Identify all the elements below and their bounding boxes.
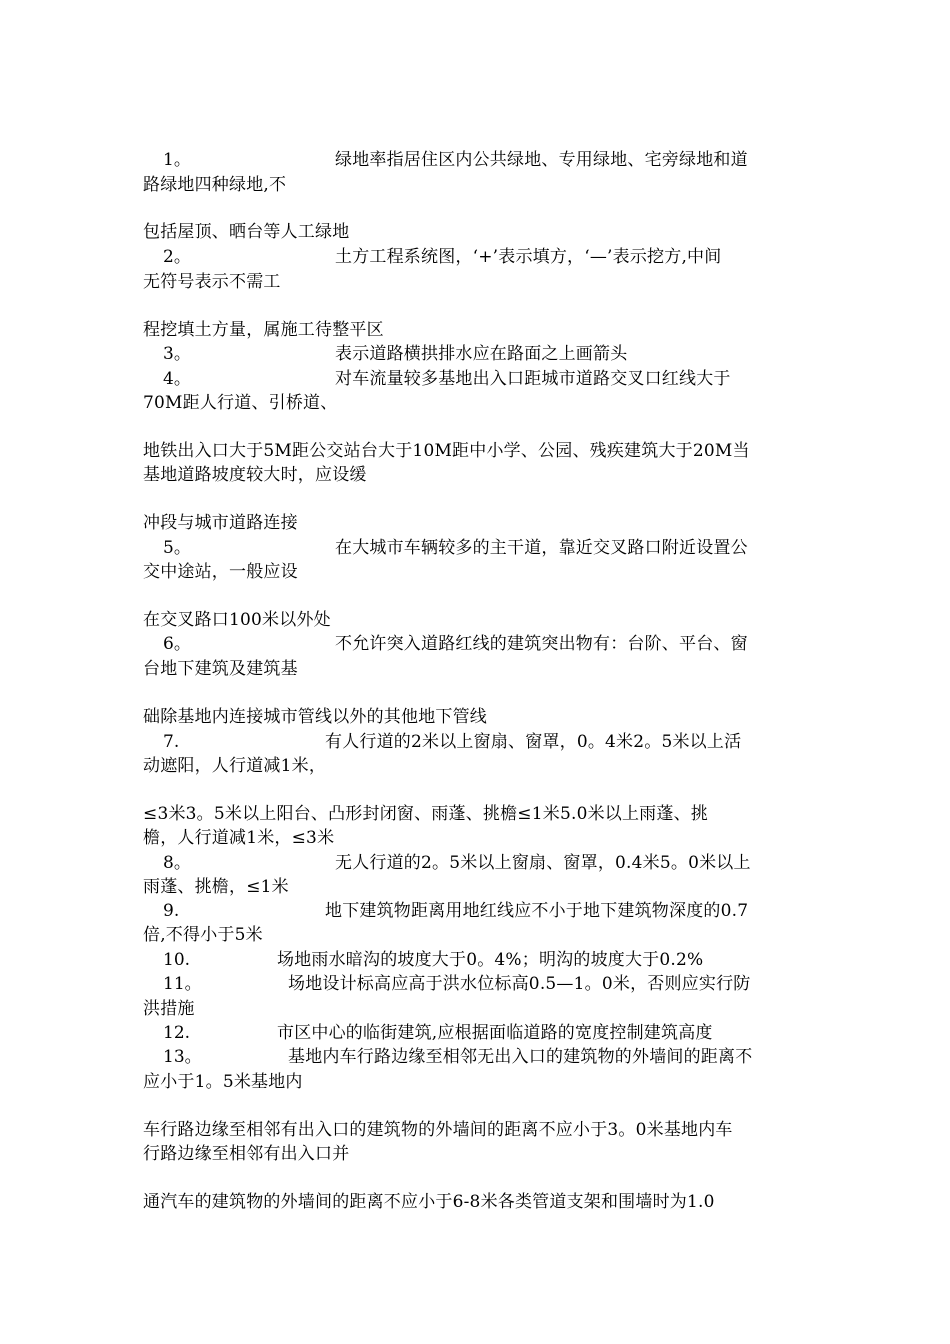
item-number: 4。 bbox=[163, 369, 191, 389]
item-number: 5。 bbox=[163, 538, 191, 558]
item-text: 场地设计标高应高于洪水位标高0.5—1。0米，否则应实行防 bbox=[288, 974, 751, 994]
item-continuation: 行路边缘至相邻有出入口并 bbox=[143, 1144, 350, 1164]
item-continuation: 包括屋顶、晒台等人工绿地 bbox=[143, 222, 350, 242]
item-continuation: ≤3米3。5米以上阳台、凸形封闭窗、雨蓬、挑檐≤1米5.0米以上雨蓬、挑 bbox=[143, 804, 708, 824]
item-text: 不允许突入道路红线的建筑突出物有：台阶、平台、窗 bbox=[335, 634, 748, 654]
item-continuation: 车行路边缘至相邻有出入口的建筑物的外墙间的距离不应小于3。0米基地内车 bbox=[143, 1120, 733, 1140]
item-text: 对车流量较多基地出入口距城市道路交叉口红线大于 bbox=[335, 369, 731, 389]
item-number: 10. bbox=[163, 950, 191, 970]
item-text: 有人行道的2米以上窗扇、窗罩，0。4米2。5米以上活 bbox=[325, 732, 742, 752]
item-continuation: 冲段与城市道路连接 bbox=[143, 513, 298, 533]
item-continuation: 在交叉路口100米以外处 bbox=[143, 610, 331, 630]
item-continuation: 无符号表示不需工 bbox=[143, 272, 281, 292]
item-text: 表示道路横拱排水应在路面之上画箭头 bbox=[335, 344, 628, 364]
item-text: 市区中心的临街建筑,应根据面临道路的宽度控制建筑高度 bbox=[277, 1023, 713, 1043]
item-continuation: 雨蓬、挑檐，≤1米 bbox=[143, 877, 289, 897]
item-continuation: 基地道路坡度较大时，应设缓 bbox=[143, 465, 367, 485]
item-number: 8。 bbox=[163, 853, 191, 873]
item-number: 13。 bbox=[163, 1047, 202, 1067]
item-continuation: 应小于1。5米基地内 bbox=[143, 1072, 303, 1092]
item-continuation: 台地下建筑及建筑基 bbox=[143, 659, 298, 679]
item-continuation: 通汽车的建筑物的外墙间的距离不应小于6-8米各类管道支架和围墙时为1.0 bbox=[143, 1192, 715, 1212]
item-text: 地下建筑物距离用地红线应不小于地下建筑物深度的0.7 bbox=[325, 901, 749, 921]
item-continuation: 交中途站，一般应设 bbox=[143, 562, 298, 582]
item-text: 基地内车行路边缘至相邻无出入口的建筑物的外墙间的距离不 bbox=[288, 1047, 753, 1067]
item-text: 在大城市车辆较多的主干道，靠近交叉路口附近设置公 bbox=[335, 538, 748, 558]
item-number: 2。 bbox=[163, 247, 191, 267]
item-number: 3。 bbox=[163, 344, 191, 364]
item-continuation: 洪措施 bbox=[143, 999, 195, 1019]
item-number: 12. bbox=[163, 1023, 191, 1043]
item-number: 7. bbox=[163, 732, 180, 752]
item-number: 6。 bbox=[163, 634, 191, 654]
item-text: 无人行道的2。5米以上窗扇、窗罩，0.4米5。0米以上 bbox=[335, 853, 751, 873]
item-continuation: 地铁出入口大于5M距公交站台大于10M距中小学、公园、残疾建筑大于20M当 bbox=[143, 441, 750, 461]
item-number: 1。 bbox=[163, 150, 191, 170]
item-number: 11。 bbox=[163, 974, 202, 994]
item-continuation: 檐，人行道减1米，≤3米 bbox=[143, 828, 335, 848]
item-continuation: 70M距人行道、引桥道、 bbox=[143, 393, 338, 413]
item-continuation: 倍,不得小于5米 bbox=[143, 925, 263, 945]
item-number: 9. bbox=[163, 901, 180, 921]
item-continuation: 础除基地内连接城市管线以外的其他地下管线 bbox=[143, 707, 487, 727]
item-continuation: 路绿地四种绿地,不 bbox=[143, 175, 287, 195]
item-text: 场地雨水暗沟的坡度大于0。4%；明沟的坡度大于0.2% bbox=[277, 950, 704, 970]
item-continuation: 程挖填土方量，属施工待整平区 bbox=[143, 320, 384, 340]
item-text: 土方工程系统图，‘+’表示填方，‘—’表示挖方,中间 bbox=[335, 247, 722, 267]
item-continuation: 动遮阳，人行道减1米， bbox=[143, 756, 327, 776]
item-text: 绿地率指居住区内公共绿地、专用绿地、宅旁绿地和道 bbox=[335, 150, 748, 170]
